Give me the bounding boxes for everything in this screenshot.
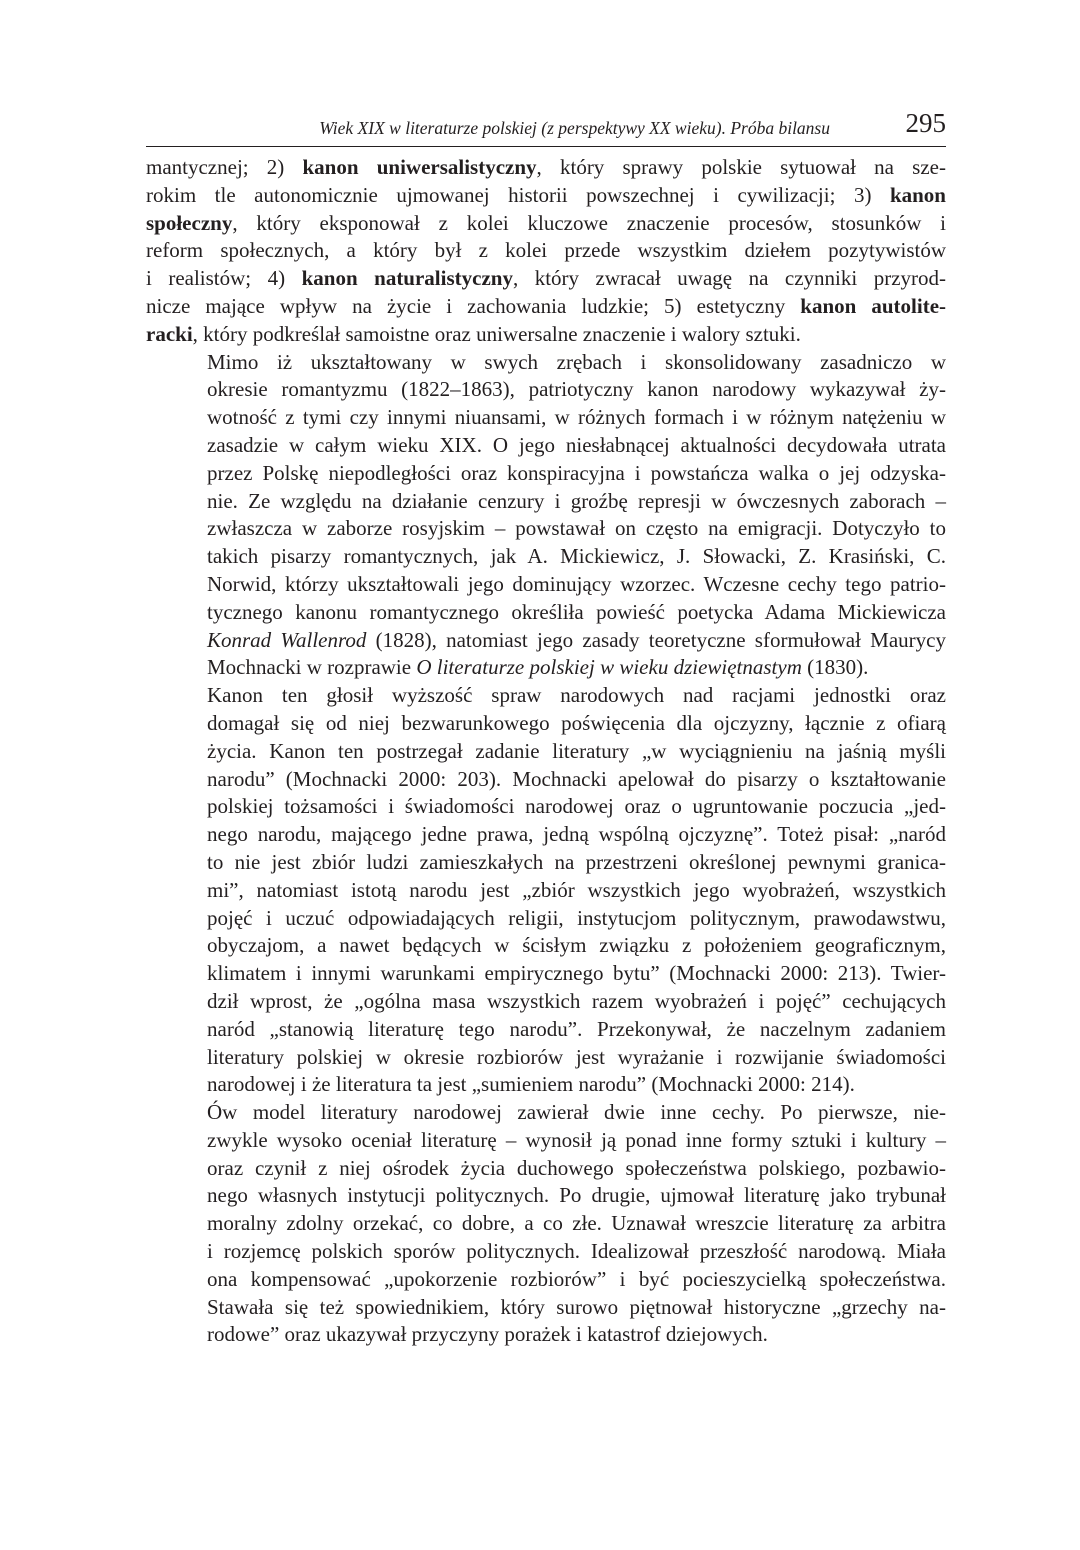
text-run: polskiej tożsamości i świadomości narodowej oraz o ugruntowanie poczucia „jed- [207,794,946,819]
text-line [146,793,946,821]
text-run: Mochnacki w rozprawie [207,655,417,680]
text-line [146,932,946,960]
text-run: , który zwracał uwagę na czynniki przyrod- [512,266,946,291]
text-line [146,571,946,599]
text-line [146,766,946,794]
italic-title: O literaturze polskiej w wieku dziewiętnastym [416,655,802,680]
text-line [146,543,946,571]
text-run: literatury polskiej w okresie rozbiorów jest wyrażanie i rozwijanie świadomości [207,1044,946,1069]
bold-term: kanon autolite- [800,293,947,318]
text-line [146,1127,946,1155]
text-run: (1828), natomiast jego zasady teoretyczne sformułował Maurycy [366,627,946,652]
text-line [146,877,946,905]
text-line [146,349,946,377]
paragraph [146,1099,946,1349]
text-run: obyczajom, a nawet będących w ścisłym związku z położeniem geograficznym, [207,933,946,958]
text-run: Mimo iż ukształtowany w swych zrębach i skonsolidowany zasadniczo w [207,349,946,374]
bold-term: kanon [889,182,946,207]
text-line [146,1238,946,1266]
text-run: i realistów; 4) [146,266,302,291]
bold-term: społeczny [146,210,233,235]
bold-term: kanon uniwersalistyczny [302,155,537,179]
text-run: okresie romantyzmu (1822–1863), patriotyczny kanon narodowy wykazywał ży- [207,377,946,402]
paragraph [146,154,946,349]
bold-term: kanon naturalistyczny [301,266,513,291]
text-run: Kanon ten głosił wyższość spraw narodowych nad racjami jednostki oraz [207,683,946,708]
text-line [146,905,946,933]
text-line [146,1182,946,1210]
text-run: mi”, natomiast istotą narodu jest „zbiór wszystkich jego wyobrażeń, wszystkich [207,877,946,902]
text-run: naród „stanowią literaturę tego narodu”. Przekonywał, że naczelnym zadaniem [207,1016,946,1041]
text-run: rokim tle autonomicznie ujmowanej historii powszechnej i cywilizacji; 3) [146,182,890,207]
paragraph [146,349,946,683]
text-run: nicze mające wpływ na życie i zachowania ludzkie; 5) estetyczny [146,293,801,318]
text-run: zwykle wysoko oceniał literaturę – wynosił ją ponad inne formy sztuki i kultury – [207,1127,946,1152]
text-run: tycznego kanonu romantycznego określiła powieść poetycka Adama Mickiewicza [207,599,946,624]
text-run: dził wprost, że „ogólna masa wszystkich razem wyobrażeń i pojęć” cechujących [207,988,946,1013]
text-run: zwłaszcza w zaborze rosyjskim – powstawał on często na emigracji. Dotyczyło to [207,516,946,541]
text-line [146,1321,946,1349]
text-line [146,1155,946,1183]
text-line [146,849,946,877]
body-text [146,154,946,1349]
text-run: wotność z tymi czy innymi niuansami, w różnych formach i w różnym natężeniu w [207,405,946,430]
text-line [146,515,946,543]
text-run: klimatem i innymi warunkami empirycznego bytu” (Mochnacki 2000: 213). Twier- [207,961,946,986]
text-run: nego narodu, mającego jedne prawa, jedną wspólną ojczyznę”. Toteż pisał: „naród [207,822,946,847]
text-run: Ów model literatury narodowej zawierał dwie inne cechy. Po pierwsze, nie- [207,1100,946,1125]
text-line [146,682,946,710]
italic-title: Konrad Wallenrod [207,627,367,652]
bold-term: racki [146,321,193,346]
running-title: Wiek XIX w literaturze polskiej (z perspektywy XX wieku). Próba bilansu [319,118,830,138]
text-line [146,821,946,849]
text-run: życia. Kanon ten postrzegał zadanie literatury „w wyciągnieniu na jaśnią myśli [207,738,946,763]
text-run: Stawała się też spowiednikiem, który surowo piętnował historyczne „grzechy na- [207,1294,946,1319]
text-line [146,237,946,265]
text-line [146,265,946,293]
text-run: pojęć i uczuć odpowiadających religii, instytucjom politycznym, prawodawstwu, [207,905,946,930]
text-run: , który sprawy polskie sytuował na sze- [536,155,946,179]
text-line [146,1071,946,1099]
text-run: ona kompensować „upokorzenie rozbiorów” i być pocieszycielką społeczeństwa. [207,1266,946,1291]
text-line [146,488,946,516]
text-run: , który eksponował z kolei kluczowe znaczenie procesów, stosunków i [232,210,946,235]
text-line [146,404,946,432]
text-run: nie. Ze względu na działanie cenzury i groźbę represji w ówczesnych zaborach – [207,488,946,513]
text-run: rodowe” oraz ukazywał przyczyny porażek i katastrof dziejowych. [207,1322,768,1347]
text-line [146,1044,946,1072]
text-line [146,1099,946,1127]
text-line [146,154,946,182]
text-run: narodu” (Mochnacki 2000: 203). Mochnacki apelował do pisarzy o kształtowanie [207,766,946,791]
page-number: 295 [905,108,946,138]
text-run: Norwid, którzy ukształtowali jego dominujący wzorzec. Wczesne cechy tego patrio- [207,571,946,596]
text-line [146,1266,946,1294]
text-run: , który podkreślał samoistne oraz uniwersalne znaczenie i walory sztuki. [192,321,801,346]
text-line [146,1016,946,1044]
text-line [146,210,946,238]
text-line [146,1210,946,1238]
text-line [146,1294,946,1322]
text-run: zasadzie w całym wieku XIX. O jego niesłabnącej aktualności decydowała utrata [207,432,946,457]
paragraph [146,682,946,1099]
text-run: moralny zdolny orzekać, co dobre, a co złe. Uznawał wreszcie literaturę za arbitra [207,1211,946,1236]
text-line [146,182,946,210]
text-run: narodowej i że literatura ta jest „sumieniem narodu” (Mochnacki 2000: 214). [207,1072,855,1097]
running-header [146,108,946,147]
text-run: to nie jest zbiór ludzi zamieszkałych na przestrzeni określonej pewnymi granica- [207,849,946,874]
text-run: przez Polskę niepodległości oraz konspiracyjna i powstańcza walka o jej odzyska- [207,460,946,485]
text-line [146,376,946,404]
text-line [146,710,946,738]
text-run: reform społecznych, a który był z kolei przede wszystkim dziełem pozytywistów [146,238,946,263]
text-line [146,460,946,488]
text-line [146,432,946,460]
text-run: i rozjemcę polskich sporów politycznych. Idealizował przeszłość narodową. Miała [207,1239,946,1264]
text-run: mantycznej; 2) [146,155,303,179]
text-run: oraz czynił z niej ośrodek życia duchowego społeczeństwa polskiego, pozbawio- [207,1155,946,1180]
text-line [146,321,946,349]
text-line [146,599,946,627]
text-line [146,960,946,988]
text-run: nego własnych instytucji politycznych. Po drugie, ujmował literaturę jako trybunał [207,1183,946,1208]
text-run: takich pisarzy romantycznych, jak A. Mickiewicz, J. Słowacki, Z. Krasiński, C. [207,544,946,569]
text-line [146,654,946,682]
text-run: (1830). [801,655,869,680]
text-run: domagał się od niej bezwarunkowego poświęcenia dla ojczyzny, łącznie z ofiarą [207,710,946,735]
text-line [146,627,946,655]
text-line [146,738,946,766]
text-line [146,988,946,1016]
text-line [146,293,946,321]
